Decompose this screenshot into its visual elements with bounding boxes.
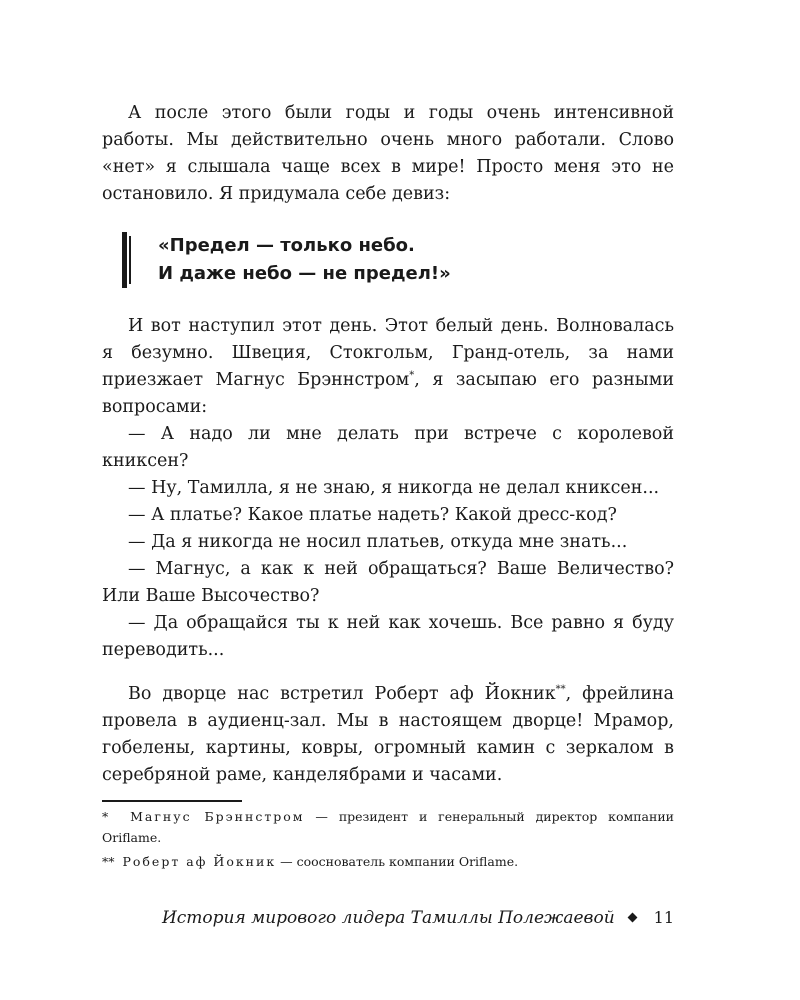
- footnote-divider: [102, 800, 242, 802]
- footnote-text: — президент и генеральный директор компании Oriflame.: [102, 809, 675, 845]
- footnote-name: Роберт аф Йокник: [122, 854, 277, 869]
- footnote-mark: *: [102, 809, 109, 824]
- intro-text-b: , я засыпаю его разными вопросами:: [102, 370, 674, 417]
- paragraph-1: А после этого были годы и годы очень интенсивной работы. Мы действительно очень много работали. Слово «нет» я слышала чаще всех в мире! Просто меня это не остановило. Я придумала себе девиз:: [102, 103, 674, 204]
- diamond-icon: [627, 913, 637, 923]
- quote-bar-icon: [122, 232, 127, 288]
- intro-text-a: И вот наступил этот день. Этот белый день. Волновалась я безумно. Швеция, Стокгольм, Гранд-отель, за нами приезжает Магнус Брэннстром: [102, 316, 674, 390]
- paragraph-2-intro: [102, 313, 674, 421]
- dialog-line: — Да обращайся ты к ней как хочешь. Все равно я буду переводить...: [102, 613, 674, 660]
- dialog-line: — А платье? Какое платье надеть? Какой дресс-код?: [128, 505, 617, 525]
- footnote-2: [102, 851, 674, 872]
- paragraph-2: [102, 313, 674, 664]
- book-page: [102, 0, 674, 1000]
- quote-text: [158, 232, 558, 288]
- footnote-1: [102, 806, 674, 848]
- dialog-line: — Магнус, а как к ней обращаться? Ваше Величество? Или Ваше Высочество?: [102, 559, 674, 606]
- dialog-line: — Ну, Тамилла, я не знаю, я никогда не делал книксен...: [128, 478, 660, 498]
- dialog-line: — А надо ли мне делать при встрече с королевой книксен?: [102, 424, 674, 471]
- page-footer: [102, 908, 674, 928]
- paragraph-3: [102, 681, 674, 789]
- running-title: История мирового лидера Тамиллы Полежаевой: [161, 908, 615, 928]
- p3-text-a: Во дворце нас встретил Роберт аф Йокник: [128, 684, 556, 704]
- footnote-ref-1: *: [409, 370, 415, 382]
- dialog-line: — Да я никогда не носил платьев, откуда мне знать...: [128, 532, 628, 552]
- page-number: 11: [653, 908, 674, 927]
- footnote-text: — сооснователь компании Oriflame.: [276, 854, 519, 869]
- p3-text-b: , фрейлина провела в аудиенц-зал. Мы в настоящем дворце! Мрамор, гобелены, картины, ковры, огромный камин с зеркалом в серебряной раме, канделябрами и часами.: [102, 684, 674, 785]
- quote-line-1: «Предел — только небо.: [158, 235, 415, 256]
- footnote-ref-2: **: [555, 684, 566, 696]
- footnote-mark: **: [102, 854, 115, 869]
- footnote-name: Магнус Брэннстром: [130, 809, 305, 824]
- quote-bar-thin-icon: [129, 236, 131, 284]
- quote-line-2: И даже небо — не предел!»: [158, 263, 451, 284]
